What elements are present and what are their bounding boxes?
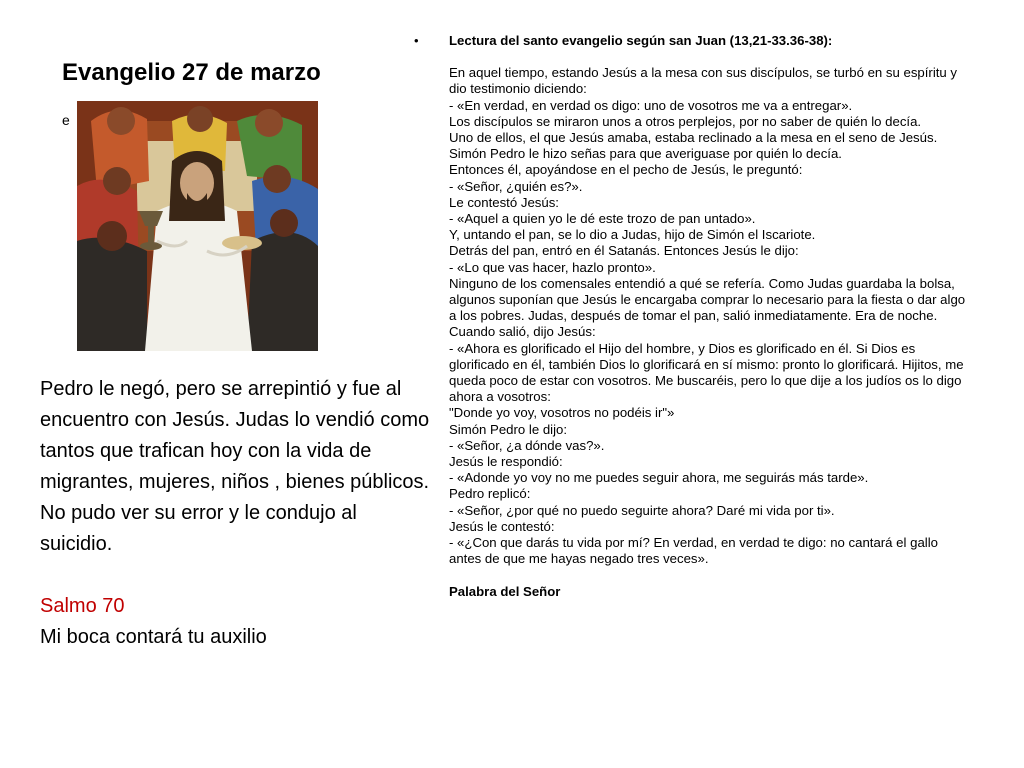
last-supper-painting bbox=[77, 101, 318, 351]
reading-line: Los discípulos se miraron unos a otros perplejos, por no saber de quién lo decía. bbox=[449, 113, 922, 129]
reading-line: Jesús le contestó: bbox=[449, 518, 555, 534]
reading-line: - «En verdad, en verdad os digo: uno de vosotros me va a entregar». bbox=[449, 97, 853, 113]
psalm-block bbox=[40, 591, 267, 653]
psalm-number: Salmo 70 bbox=[40, 595, 125, 617]
reading-line: Cuando salió, dijo Jesús: bbox=[449, 324, 596, 340]
reading-lines bbox=[449, 65, 971, 567]
reading-line: Y, untando el pan, se lo dio a Judas, hijo de Simón el Iscariote. bbox=[449, 227, 816, 243]
reading-line: - «Señor, ¿por qué no puedo seguirte ahora? Daré mi vida por ti». bbox=[449, 502, 835, 518]
psalm-response: Mi boca contará tu auxilio bbox=[40, 626, 267, 648]
reading-line: - «Señor, ¿a dónde vas?». bbox=[449, 437, 605, 453]
reading-line: - «Señor, ¿quién es?». bbox=[449, 178, 583, 194]
reading-line: Simón Pedro le dijo: bbox=[449, 421, 568, 437]
reading-line: - «¿Con que darás tu vida por mí? En verdad, en verdad te digo: no cantará el gallo antes de que me hayas negado tres veces». bbox=[449, 535, 938, 567]
reading-line: - «Adonde yo voy no me puedes seguir ahora, me seguirás más tarde». bbox=[449, 470, 869, 486]
reading-line: En aquel tiempo, estando Jesús a la mesa con sus discípulos, se turbó en su espíritu y dio testimonio diciendo: bbox=[449, 65, 958, 97]
reading-heading: Lectura del santo evangelio según san Juan (13,21-33.36-38): bbox=[449, 33, 833, 48]
reading-closing: Palabra del Señor bbox=[449, 583, 561, 599]
reading-line: "Donde yo voy, vosotros no podéis ir"» bbox=[449, 405, 675, 421]
reading-line: - «Aquel a quien yo le dé este trozo de pan untado». bbox=[449, 211, 756, 227]
reading-line: Detrás del pan, entró en él Satanás. Entonces Jesús le dijo: bbox=[449, 243, 799, 259]
reading-line: Pedro replicó: bbox=[449, 486, 531, 502]
reading-line: - «Ahora es glorificado el Hijo del hombre, y Dios es glorificado en él. Si Dios es glorificado en él, también Dios lo glorificará en sí mismo: pronto lo glorificará. Hijitos, me queda poco de estar con vosotros. Me buscaréis, pero lo que dije a los judíos os lo digo ahora a vosotros: bbox=[449, 340, 964, 405]
reading-line: Le contestó Jesús: bbox=[449, 194, 559, 210]
reading-line: - «Lo que vas hacer, hazlo pronto». bbox=[449, 259, 656, 275]
slide-title: Evangelio 27 de marzo bbox=[62, 59, 321, 86]
gospel-reading bbox=[449, 33, 971, 600]
reflection-text: Pedro le negó, pero se arrepintió y fue al encuentro con Jesús. Judas lo vendió como tantos que trafican hoy con la vida de migrantes, mujeres, niños , bienes públicos. No pudo ver su error y le condujo al suicidio. bbox=[40, 378, 430, 555]
reading-line: Entonces él, apoyándose en el pecho de Jesús, le preguntó: bbox=[449, 162, 803, 178]
reading-line: Ninguno de los comensales entendió a qué se refería. Como Judas guardaba la bolsa, algunos suponían que Jesús le encargaba comprar lo necesario para la fiesta o dar algo a los pobres. Judas, después de tomar el pan, salió inmediatamente. Era de noche. bbox=[449, 275, 966, 324]
bullet-icon: • bbox=[414, 33, 419, 48]
stray-letter: e bbox=[62, 112, 70, 128]
reading-line: Jesús le respondió: bbox=[449, 454, 563, 470]
reading-line: Uno de ellos, el que Jesús amaba, estaba reclinado a la mesa en el seno de Jesús. Simón Pedro le hizo señas para que averiguase por quién lo decía. bbox=[449, 130, 938, 162]
